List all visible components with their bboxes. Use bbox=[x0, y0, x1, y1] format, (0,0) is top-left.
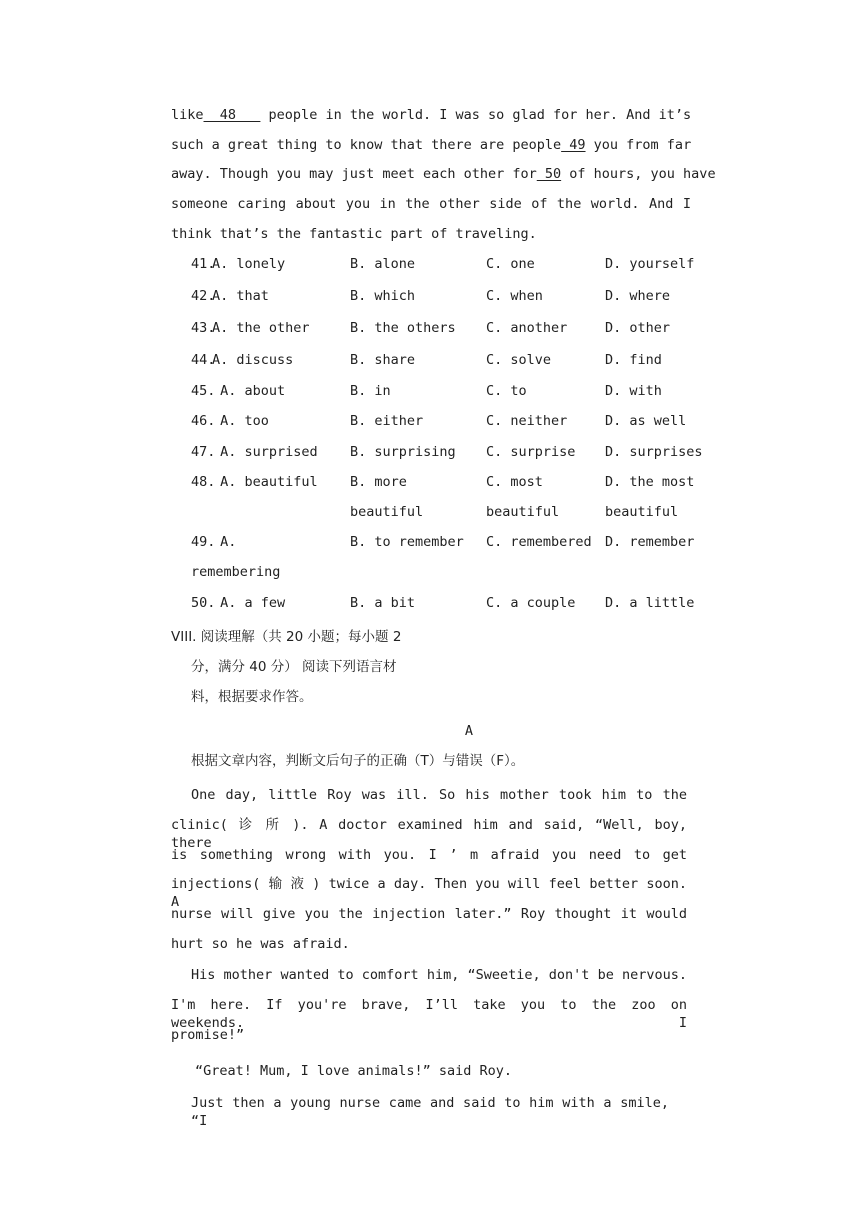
option-c: C. surprise bbox=[486, 444, 576, 460]
option-c: C. to bbox=[486, 383, 527, 399]
passage-line-4: someone caring about you in the other side of the world. And I bbox=[171, 196, 691, 212]
option-c: C. neither bbox=[486, 413, 568, 429]
option-c: C. remembered bbox=[486, 534, 592, 550]
option-d: D. remember bbox=[605, 534, 695, 550]
question-number: 48. bbox=[191, 474, 216, 490]
option-d: D. other bbox=[605, 320, 671, 336]
option-b: B. share bbox=[350, 352, 416, 368]
text: you from far bbox=[585, 137, 692, 153]
option-d: D. as well bbox=[605, 413, 687, 429]
option-a: A. that bbox=[212, 288, 269, 304]
option-c: C. one bbox=[486, 256, 535, 272]
text: of hours, you have bbox=[561, 166, 716, 182]
option-a: A. the other bbox=[212, 320, 310, 336]
option-a: A. a few bbox=[212, 595, 286, 611]
story-p2-line-3: promise!” bbox=[171, 1027, 245, 1043]
option-b: B. the others bbox=[350, 320, 456, 336]
question-number: 45. bbox=[191, 383, 216, 399]
option-d: D. a little bbox=[605, 595, 695, 611]
option-a: A. about bbox=[212, 383, 286, 399]
story-p1-line-2: clinic( 诊 所 ). A doctor examined him and said, “Well, boy, there bbox=[171, 817, 687, 851]
option-c: C. most bbox=[486, 474, 543, 490]
blank-48: 48 bbox=[203, 107, 261, 123]
section-heading-line-3: 料，根据要求作答。 bbox=[191, 689, 313, 705]
text: like bbox=[171, 107, 204, 123]
story-p1-line-6: hurt so he was afraid. bbox=[171, 936, 350, 952]
option-c: C. when bbox=[486, 288, 543, 304]
passage-line-3 bbox=[171, 165, 716, 183]
option-a: A. discuss bbox=[212, 352, 294, 368]
question-number: 44. bbox=[191, 352, 216, 368]
option-b: B. which bbox=[350, 288, 416, 304]
option-d: D. with bbox=[605, 383, 662, 399]
option-b: B. in bbox=[350, 383, 391, 399]
option-c: C. solve bbox=[486, 352, 552, 368]
blank-49: 49 bbox=[561, 137, 586, 153]
question-number: 49. bbox=[191, 534, 216, 550]
section-heading-line-2: 分，满分 40 分） 阅读下列语言材 bbox=[191, 659, 397, 675]
passage-line-5: think that’s the fantastic part of traveling. bbox=[171, 226, 537, 242]
option-c: C. a couple bbox=[486, 595, 576, 611]
story-p4: Just then a young nurse came and said to him with a smile, “I bbox=[191, 1095, 669, 1129]
option-d: D. where bbox=[605, 288, 671, 304]
option-b-continued: beautiful bbox=[350, 504, 424, 520]
part-label: A bbox=[464, 723, 474, 739]
instruction-text: 根据文章内容，判断文后句子的正确（T）与错误（F）。 bbox=[191, 753, 525, 769]
story-p3: “Great! Mum, I love animals!” said Roy. bbox=[195, 1063, 512, 1079]
option-b: B. a bit bbox=[350, 595, 416, 611]
option-b: B. either bbox=[350, 413, 424, 429]
option-b: B. alone bbox=[350, 256, 416, 272]
option-d-continued: beautiful bbox=[605, 504, 679, 520]
question-number: 47. bbox=[191, 444, 216, 460]
question-number: 43. bbox=[191, 320, 216, 336]
option-b: B. surprising bbox=[350, 444, 456, 460]
option-b: B. to remember bbox=[350, 534, 464, 550]
text: away. Though you may just meet each other for bbox=[171, 166, 537, 182]
option-c-continued: beautiful bbox=[486, 504, 560, 520]
text: people in the world. I was so glad for her. And it’s bbox=[260, 107, 692, 123]
option-b: B. more bbox=[350, 474, 407, 490]
question-number: 50. bbox=[191, 595, 216, 611]
story-p2-line-1: His mother wanted to comfort him, “Sweetie, don't be nervous. bbox=[191, 967, 687, 983]
question-number: 42. bbox=[191, 288, 216, 304]
passage-line-2 bbox=[171, 136, 691, 154]
option-a: A. too bbox=[212, 413, 269, 429]
blank-50: 50 bbox=[536, 166, 562, 182]
option-a: A. bbox=[212, 534, 237, 550]
option-d: D. yourself bbox=[605, 256, 695, 272]
option-a: A. surprised bbox=[212, 444, 318, 460]
story-p1-line-3: is something wrong with you. I ’ m afraid you need to get bbox=[171, 847, 687, 863]
option-d: D. find bbox=[605, 352, 662, 368]
text: such a great thing to know that there are people bbox=[171, 137, 562, 153]
story-p1-line-5: nurse will give you the injection later.” Roy thought it would bbox=[171, 906, 687, 922]
question-number: 46. bbox=[191, 413, 216, 429]
option-a: A. lonely bbox=[212, 256, 286, 272]
question-number: 41. bbox=[191, 256, 216, 272]
option-d: D. surprises bbox=[605, 444, 703, 460]
story-p1-line-1: One day, little Roy was ill. So his mother took him to the bbox=[191, 787, 687, 803]
story-p2-line-2: I'm here. If you're brave, I’ll take you to the zoo on weekends. I bbox=[171, 997, 687, 1031]
option-a-continued: remembering bbox=[191, 564, 281, 580]
passage-line-1 bbox=[171, 106, 691, 124]
option-c: C. another bbox=[486, 320, 568, 336]
story-p1-line-4: injections( 输 液 ) twice a day. Then you will feel better soon. A bbox=[171, 876, 687, 910]
section-heading-line-1: VIII. 阅读理解（共 20 小题；每小题 2 bbox=[171, 629, 402, 645]
option-a: A. beautiful bbox=[212, 474, 318, 490]
option-d: D. the most bbox=[605, 474, 695, 490]
